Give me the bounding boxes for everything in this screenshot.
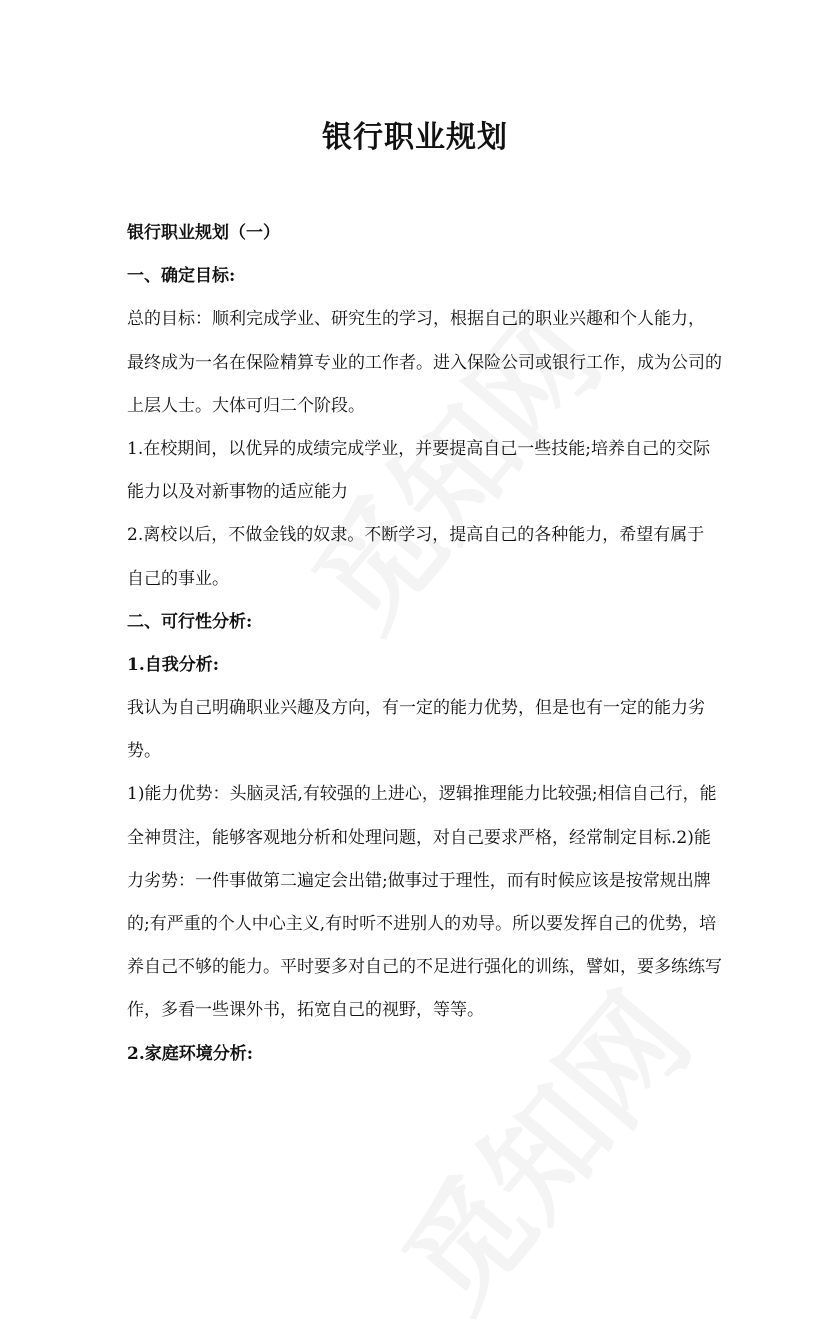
section-heading: 二、可行性分析:	[127, 611, 253, 632]
paragraph-line: 2.离校以后，不做金钱的奴隶。不断学习，提高自己的各种能力，希望有属于	[127, 525, 705, 546]
paragraph-line: 力劣势：一件事做第二遍定会出错;做事过于理性，而有时候应该是按常规出牌	[127, 870, 711, 891]
section-heading: 1.自我分析:	[127, 654, 220, 675]
paragraph-line: 的;有严重的个人中心主义,有时听不进别人的劝导。所以要发挥自己的优势，培	[127, 914, 717, 934]
paragraph-line: 1)能力优势：头脑灵活,有较强的上进心，逻辑推理能力比较强;相信自己行，能	[127, 784, 717, 805]
document-title: 银行职业规划	[322, 120, 508, 155]
paragraph-line: 1.在校期间，以优异的成绩完成学业，并要提高自己一些技能;培养自己的交际	[127, 438, 710, 459]
paragraph-line: 我认为自己明确职业兴趣及方向，有一定的能力优势，但是也有一定的能力劣	[127, 698, 705, 719]
paragraph-line: 养自己不够的能力。平时要多对自己的不足进行强化的训练，譬如，要多练练写	[127, 957, 722, 978]
paragraph-line: 作，多看一些课外书，拓宽自己的视野，等等。	[127, 1000, 484, 1021]
section-heading: 银行职业规划（一）	[127, 223, 280, 243]
paragraph-line: 势。	[127, 741, 161, 762]
document-body	[127, 220, 727, 1084]
paragraph-line: 能力以及对新事物的适应能力	[127, 482, 348, 503]
section-heading: 一、确定目标:	[127, 266, 236, 287]
paragraph-line: 上层人士。大体可归二个阶段。	[127, 395, 365, 416]
paragraph-line: 自己的事业。	[127, 568, 229, 589]
paragraph-line: 总的目标：顺利完成学业、研究生的学习，根据自己的职业兴趣和个人能力，	[127, 309, 705, 330]
paragraph-line: 最终成为一名在保险精算专业的工作者。进入保险公司或银行工作，成为公司的	[127, 352, 722, 373]
paragraph-line: 全神贯注，能够客观地分析和处理问题，对自己要求严格，经常制定目标.2)能	[127, 827, 711, 848]
section-heading: 2.家庭环境分析:	[127, 1043, 254, 1064]
